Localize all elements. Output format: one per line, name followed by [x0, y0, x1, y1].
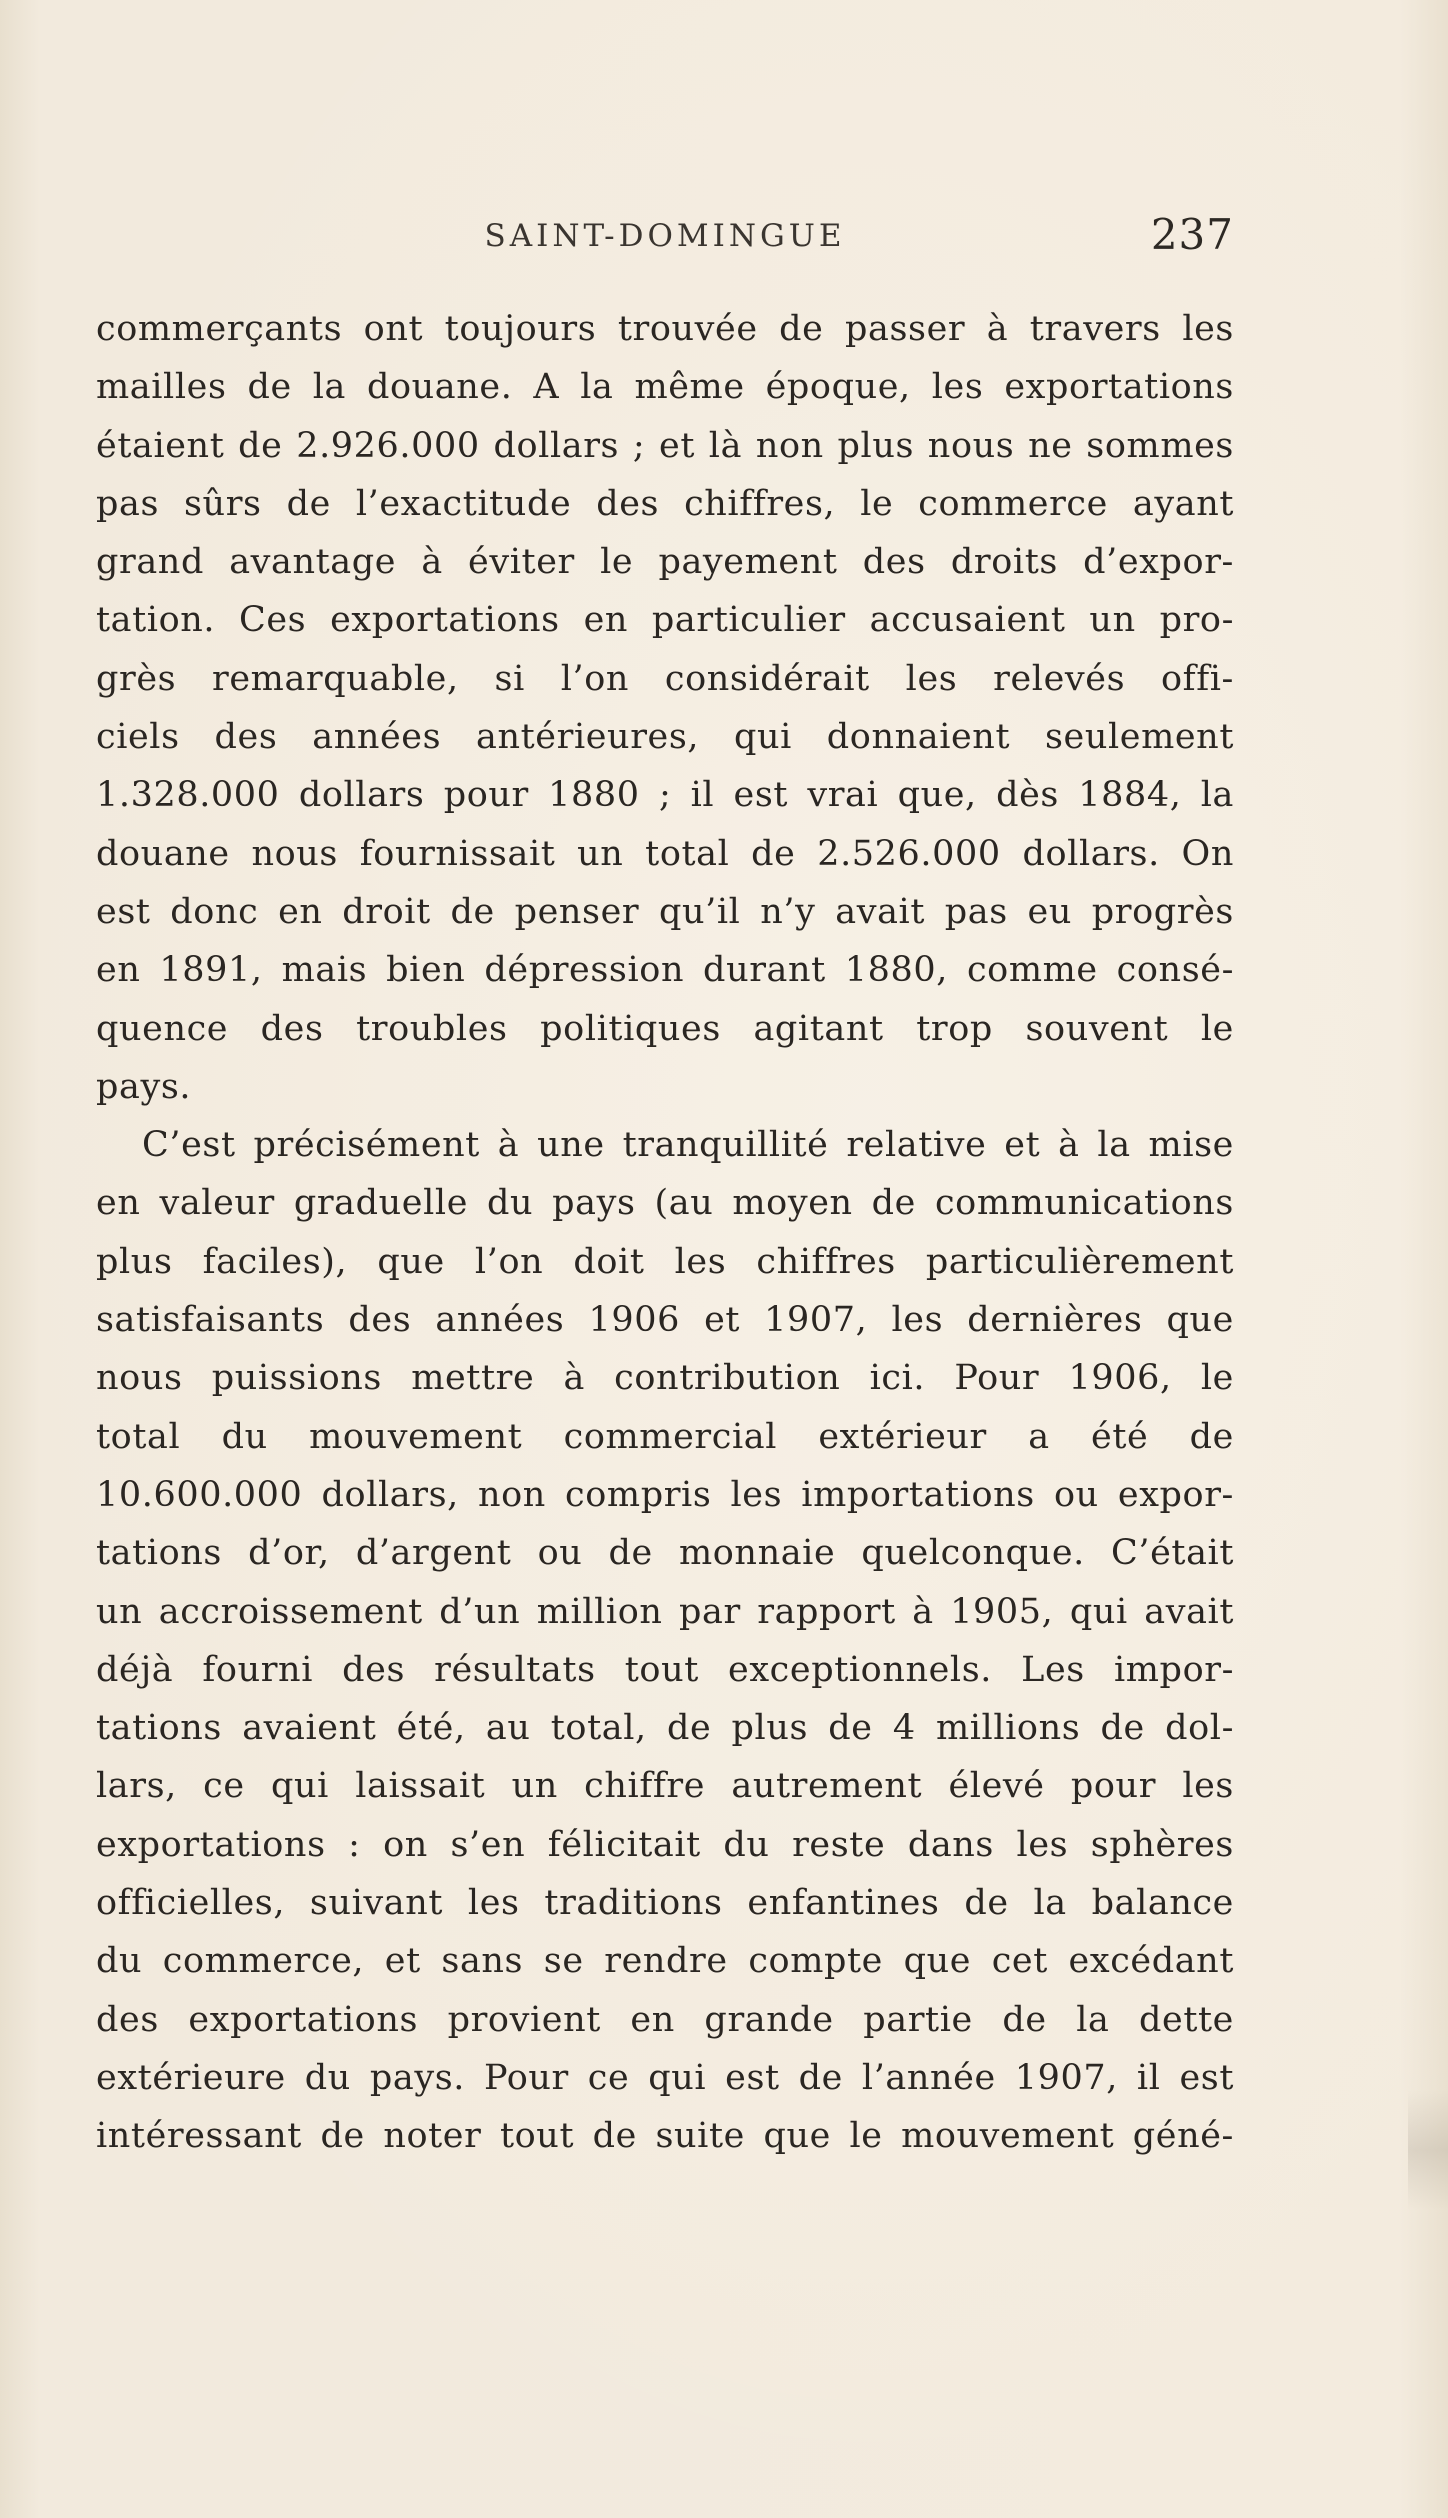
- page-number: 237: [1150, 210, 1234, 259]
- text-line: grès remarquable, si l’on considérait les relevés offi-: [96, 658, 1234, 699]
- text-line: en 1891, mais bien dépression durant 1880, comme consé-: [96, 950, 1234, 991]
- text-line: étaient de 2.926.000 dollars ; et là non plus nous ne sommes: [96, 425, 1234, 466]
- text-line: déjà fourni des résultats tout exceptionnels. Les impor-: [96, 1649, 1234, 1690]
- text-line: lars, ce qui laissait un chiffre autrement élevé pour les: [96, 1766, 1234, 1807]
- text-line: tations d’or, d’argent ou de monnaie quelconque. C’était: [96, 1533, 1234, 1574]
- text-line: mailles de la douane. A la même époque, les exportations: [96, 367, 1234, 408]
- text-line: des exportations provient en grande partie de la dette: [96, 1999, 1234, 2040]
- page-header: [96, 210, 1234, 270]
- page-edge-smudge: [1408, 2090, 1448, 2210]
- text-line: un accroissement d’un million par rapport à 1905, qui avait: [96, 1591, 1234, 1632]
- paragraph-2: [96, 1116, 1234, 2165]
- text-line: pays.: [96, 1066, 192, 1107]
- text-line: satisfaisants des années 1906 et 1907, les dernières que: [96, 1300, 1234, 1341]
- text-line: exportations : on s’en félicitait du reste dans les sphères: [96, 1824, 1234, 1865]
- text-line: officielles, suivant les traditions enfantines de la balance: [96, 1883, 1234, 1924]
- text-line: total du mouvement commercial extérieur a été de: [96, 1416, 1234, 1457]
- text-line: commerçants ont toujours trouvée de passer à travers les: [96, 309, 1234, 349]
- paragraph-1: [96, 300, 1234, 1116]
- text-line: nous puissions mettre à contribution ici. Pour 1906, le: [96, 1358, 1234, 1399]
- text-line: intéressant de noter tout de suite que le mouvement géné-: [96, 2116, 1234, 2157]
- text-line: 10.600.000 dollars, non compris les importations ou expor-: [96, 1474, 1234, 1515]
- text-line: est donc en droit de penser qu’il n’y avait pas eu progrès: [96, 891, 1234, 932]
- text-line: 1.328.000 dollars pour 1880 ; il est vrai que, dès 1884, la: [96, 775, 1234, 816]
- text-line: douane nous fournissait un total de 2.526.000 dollars. On: [96, 833, 1234, 874]
- text-line: pas sûrs de l’exactitude des chiffres, le commerce ayant: [96, 483, 1234, 524]
- text-line: du commerce, et sans se rendre compte que cet excédant: [96, 1941, 1234, 1982]
- text-line: extérieure du pays. Pour ce qui est de l’année 1907, il est: [96, 2057, 1234, 2098]
- text-line: tation. Ces exportations en particulier accusaient un pro-: [96, 600, 1234, 641]
- text-line: tations avaient été, au total, de plus de 4 millions de dol-: [96, 1708, 1234, 1749]
- body-text: [96, 300, 1234, 2166]
- text-line: ciels des années antérieures, qui donnaient seulement: [96, 717, 1234, 758]
- text-line: C’est précisément à une tranquillité relative et à la mise: [142, 1125, 1234, 1166]
- text-line: plus faciles), que l’on doit les chiffres particulièrement: [96, 1241, 1234, 1282]
- text-line: quence des troubles politiques agitant trop souvent le: [96, 1008, 1234, 1049]
- running-title: SAINT-DOMINGUE: [484, 218, 846, 254]
- text-line: grand avantage à éviter le payement des droits d’expor-: [96, 542, 1234, 583]
- text-line: en valeur graduelle du pays (au moyen de communications: [96, 1183, 1234, 1224]
